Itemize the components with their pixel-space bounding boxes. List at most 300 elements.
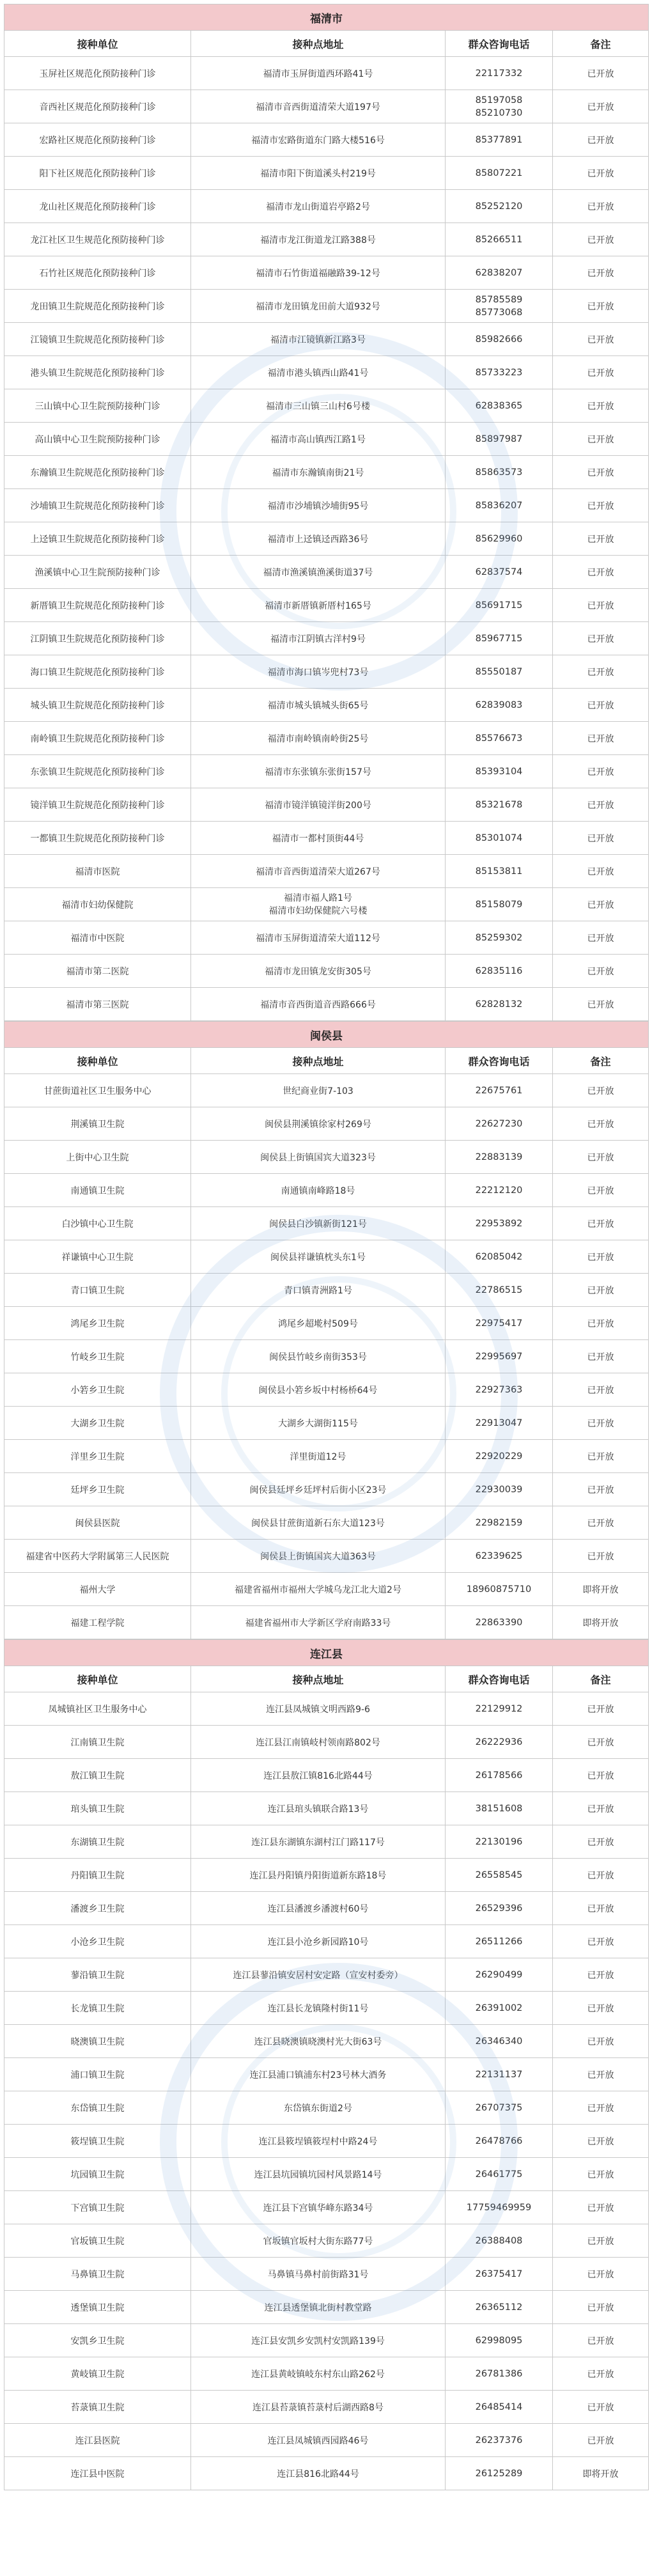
column-header-note: 备注 xyxy=(553,1666,649,1692)
vaccination-site-tables xyxy=(4,4,648,2490)
table-row xyxy=(4,1307,649,1340)
cell-phone: 38151608 xyxy=(446,1792,553,1825)
cell-unit: 玉屏社区规范化预防接种门诊 xyxy=(4,57,191,90)
table-row xyxy=(4,1207,649,1240)
table-row xyxy=(4,2191,649,2224)
cell-address: 连江县晓澳镇晓澳村光大街63号 xyxy=(191,2025,446,2058)
table-row xyxy=(4,556,649,589)
cell-note: 已开放 xyxy=(553,2324,649,2357)
table-row xyxy=(4,57,649,90)
table-row xyxy=(4,1859,649,1892)
cell-address: 福建省福州市福州大学城乌龙江北大道2号 xyxy=(191,1573,446,1606)
table-row xyxy=(4,1892,649,1925)
cell-note: 已开放 xyxy=(553,256,649,290)
table-row xyxy=(4,788,649,822)
cell-note: 已开放 xyxy=(553,1240,649,1274)
cell-address: 连江县敖江镇816北路44号 xyxy=(191,1759,446,1792)
cell-phone: 22927363 xyxy=(446,1373,553,1407)
cell-address: 南通镇南峰路18号 xyxy=(191,1174,446,1207)
column-header-unit: 接种单位 xyxy=(4,1666,191,1692)
cell-address: 闽侯县荆溪镇徐家村269号 xyxy=(191,1107,446,1141)
table-row xyxy=(4,190,649,223)
cell-phone: 26237376 xyxy=(446,2424,553,2457)
cell-phone: 22975417 xyxy=(446,1307,553,1340)
table-row xyxy=(4,2357,649,2391)
cell-unit: 敖江镇卫生院 xyxy=(4,1759,191,1792)
cell-phone: 62839083 xyxy=(446,689,553,722)
cell-note: 已开放 xyxy=(553,722,649,755)
cell-phone: 85158079 xyxy=(446,888,553,921)
cell-note: 已开放 xyxy=(553,2391,649,2424)
cell-address: 福清市东瀚镇南街21号 xyxy=(191,456,446,489)
cell-unit: 连江县医院 xyxy=(4,2424,191,2457)
cell-address: 连江县潘渡乡潘渡村60号 xyxy=(191,1892,446,1925)
cell-unit: 竹岐乡卫生院 xyxy=(4,1340,191,1373)
cell-address: 连江县江南镇岐村领南路802号 xyxy=(191,1726,446,1759)
section-title-row xyxy=(4,1022,649,1048)
table-row xyxy=(4,955,649,988)
cell-phone: 26290499 xyxy=(446,1958,553,1992)
cell-address: 连江县丹阳镇丹阳街道新东路18号 xyxy=(191,1859,446,1892)
table-row xyxy=(4,888,649,921)
cell-phone: 26707375 xyxy=(446,2091,553,2125)
cell-unit: 丹阳镇卫生院 xyxy=(4,1859,191,1892)
table-row xyxy=(4,855,649,888)
table-row xyxy=(4,1440,649,1473)
cell-phone: 26511266 xyxy=(446,1925,553,1958)
cell-note: 已开放 xyxy=(553,290,649,323)
cell-phone: 62339625 xyxy=(446,1540,553,1573)
cell-phone: 26125289 xyxy=(446,2457,553,2490)
cell-unit: 大湖乡卫生院 xyxy=(4,1407,191,1440)
table-row xyxy=(4,1407,649,1440)
cell-note: 已开放 xyxy=(553,323,649,356)
cell-phone: 85863573 xyxy=(446,456,553,489)
cell-phone: 22982159 xyxy=(446,1506,553,1540)
cell-address xyxy=(191,888,446,921)
cell-unit: 下宫镇卫生院 xyxy=(4,2191,191,2224)
cell-note: 已开放 xyxy=(553,2025,649,2058)
cell-note: 已开放 xyxy=(553,2158,649,2191)
cell-phone: 85252120 xyxy=(446,190,553,223)
cell-address: 连江县东湖镇东湖村江门路117号 xyxy=(191,1825,446,1859)
column-header-unit: 接种单位 xyxy=(4,1048,191,1074)
cell-address: 福清市江阴镇古洋村9号 xyxy=(191,622,446,655)
cell-address: 连江县凤城镇文明西路9-6 xyxy=(191,1692,446,1726)
cell-address: 闽侯县甘蔗街道新石东大道123号 xyxy=(191,1506,446,1540)
cell-unit: 东张镇卫生院规范化预防接种门诊 xyxy=(4,755,191,788)
cell-note: 已开放 xyxy=(553,1141,649,1174)
table-row xyxy=(4,2391,649,2424)
cell-phone: 62828132 xyxy=(446,988,553,1021)
cell-unit: 马鼻镇卫生院 xyxy=(4,2258,191,2291)
cell-note: 已开放 xyxy=(553,223,649,256)
cell-note: 已开放 xyxy=(553,1307,649,1340)
cell-unit: 鸿尾乡卫生院 xyxy=(4,1307,191,1340)
cell-phone: 85836207 xyxy=(446,489,553,522)
cell-phone: 85550187 xyxy=(446,655,553,689)
cell-unit: 长龙镇卫生院 xyxy=(4,1992,191,2025)
cell-note: 已开放 xyxy=(553,1274,649,1307)
cell-note: 已开放 xyxy=(553,157,649,190)
cell-phone: 18960875710 xyxy=(446,1573,553,1606)
cell-address: 福清市龙山街道岩亭路2号 xyxy=(191,190,446,223)
cell-phone: 17759469959 xyxy=(446,2191,553,2224)
cell-unit: 官坂镇卫生院 xyxy=(4,2224,191,2258)
cell-note: 已开放 xyxy=(553,1407,649,1440)
cell-unit: 渔溪镇中心卫生院预防接种门诊 xyxy=(4,556,191,589)
cell-phone: 22913047 xyxy=(446,1407,553,1440)
cell-unit: 祥谦镇中心卫生院 xyxy=(4,1240,191,1274)
cell-phone: 26478766 xyxy=(446,2125,553,2158)
cell-address: 福清市江镜镇新江路3号 xyxy=(191,323,446,356)
table-row xyxy=(4,522,649,556)
cell-phone: 22117332 xyxy=(446,57,553,90)
cell-address: 福清市高山镇西江路1号 xyxy=(191,423,446,456)
cell-phone: 26529396 xyxy=(446,1892,553,1925)
table-row xyxy=(4,423,649,456)
section-title-row xyxy=(4,4,649,31)
table-row xyxy=(4,1692,649,1726)
cell-address: 连江县下宫镇华峰东路34号 xyxy=(191,2191,446,2224)
cell-address: 世纪商业街7-103 xyxy=(191,1074,446,1107)
cell-phone: 85259302 xyxy=(446,921,553,955)
column-header-unit: 接种单位 xyxy=(4,31,191,57)
cell-unit: 一都镇卫生院规范化预防接种门诊 xyxy=(4,822,191,855)
cell-phone: 26388408 xyxy=(446,2224,553,2258)
cell-note: 已开放 xyxy=(553,2191,649,2224)
cell-address-line: 福清市福人路1号 xyxy=(284,893,352,903)
cell-phone: 85733223 xyxy=(446,356,553,389)
cell-note: 已开放 xyxy=(553,1692,649,1726)
table-row xyxy=(4,921,649,955)
table-row xyxy=(4,589,649,622)
cell-address: 闽侯县白沙镇新街121号 xyxy=(191,1207,446,1240)
cell-note: 已开放 xyxy=(553,689,649,722)
cell-note: 已开放 xyxy=(553,2125,649,2158)
cell-unit: 江阴镇卫生院规范化预防接种门诊 xyxy=(4,622,191,655)
cell-unit: 洋里乡卫生院 xyxy=(4,1440,191,1473)
cell-note: 已开放 xyxy=(553,2291,649,2324)
cell-unit: 三山镇中心卫生院预防接种门诊 xyxy=(4,389,191,423)
table-row xyxy=(4,1107,649,1141)
cell-phone xyxy=(446,290,553,323)
cell-address: 马鼻镇马鼻村前街路31号 xyxy=(191,2258,446,2291)
cell-address: 连江县小沧乡新园路10号 xyxy=(191,1925,446,1958)
cell-address: 福清市渔溪镇渔溪街道37号 xyxy=(191,556,446,589)
cell-note: 已开放 xyxy=(553,2091,649,2125)
table-row xyxy=(4,1992,649,2025)
cell-address: 闽侯县小箬乡坂中村杨桥64号 xyxy=(191,1373,446,1407)
cell-note: 已开放 xyxy=(553,1207,649,1240)
cell-phone: 26391002 xyxy=(446,1992,553,2025)
cell-address: 福清市城头镇城头街65号 xyxy=(191,689,446,722)
table-row xyxy=(4,1958,649,1992)
cell-note: 已开放 xyxy=(553,1825,649,1859)
column-header-row xyxy=(4,31,649,57)
table-row xyxy=(4,90,649,123)
cell-phone: 85301074 xyxy=(446,822,553,855)
cell-address: 连江县安凯乡安凯村安凯路139号 xyxy=(191,2324,446,2357)
cell-unit: 港头镇卫生院规范化预防接种门诊 xyxy=(4,356,191,389)
cell-note: 已开放 xyxy=(553,190,649,223)
cell-note: 已开放 xyxy=(553,921,649,955)
section-table xyxy=(4,1639,649,2490)
table-row xyxy=(4,323,649,356)
cell-unit: 高山镇中心卫生院预防接种门诊 xyxy=(4,423,191,456)
cell-address: 福清市海口镇岑兜村73号 xyxy=(191,655,446,689)
cell-note: 已开放 xyxy=(553,389,649,423)
cell-unit: 福建省中医药大学附属第三人民医院 xyxy=(4,1540,191,1573)
column-header-address: 接种点地址 xyxy=(191,31,446,57)
cell-note: 已开放 xyxy=(553,489,649,522)
cell-unit: 青口镇卫生院 xyxy=(4,1274,191,1307)
cell-unit: 东湖镇卫生院 xyxy=(4,1825,191,1859)
cell-phone: 22953892 xyxy=(446,1207,553,1240)
cell-note: 已开放 xyxy=(553,855,649,888)
cell-phone: 85967715 xyxy=(446,622,553,655)
cell-unit: 龙田镇卫生院规范化预防接种门诊 xyxy=(4,290,191,323)
table-row xyxy=(4,1726,649,1759)
cell-unit: 龙山社区规范化预防接种门诊 xyxy=(4,190,191,223)
cell-phone: 85982666 xyxy=(446,323,553,356)
section-title: 闽侯县 xyxy=(4,1022,649,1048)
column-header-row xyxy=(4,1048,649,1074)
cell-address: 官坂镇官坂村大街东路77号 xyxy=(191,2224,446,2258)
cell-note: 已开放 xyxy=(553,2357,649,2391)
cell-unit: 福州大学 xyxy=(4,1573,191,1606)
cell-address: 连江县816北路44号 xyxy=(191,2457,446,2490)
cell-phone: 62085042 xyxy=(446,1240,553,1274)
cell-phone: 26375417 xyxy=(446,2258,553,2291)
cell-note: 即将开放 xyxy=(553,1573,649,1606)
cell-unit: 廷坪乡卫生院 xyxy=(4,1473,191,1506)
cell-unit: 筱埕镇卫生院 xyxy=(4,2125,191,2158)
cell-phone: 26485414 xyxy=(446,2391,553,2424)
cell-unit: 苔菉镇卫生院 xyxy=(4,2391,191,2424)
cell-phone: 22131137 xyxy=(446,2058,553,2091)
cell-address: 福清市音西街道清荣大道267号 xyxy=(191,855,446,888)
cell-address: 福清市宏路街道东门路大楼516号 xyxy=(191,123,446,157)
cell-address-line: 福清市妇幼保健院六号楼 xyxy=(268,905,368,916)
cell-unit: 黄岐镇卫生院 xyxy=(4,2357,191,2391)
cell-address: 东岱镇东街道2号 xyxy=(191,2091,446,2125)
column-header-note: 备注 xyxy=(553,31,649,57)
cell-note: 已开放 xyxy=(553,589,649,622)
cell-unit: 坑园镇卫生院 xyxy=(4,2158,191,2191)
table-row xyxy=(4,1540,649,1573)
table-row xyxy=(4,1506,649,1540)
column-header-note: 备注 xyxy=(553,1048,649,1074)
table-row xyxy=(4,456,649,489)
cell-note: 即将开放 xyxy=(553,2457,649,2490)
cell-note: 已开放 xyxy=(553,988,649,1021)
table-row xyxy=(4,2025,649,2058)
cell-phone: 62837574 xyxy=(446,556,553,589)
table-row xyxy=(4,223,649,256)
cell-unit: 安凯乡卫生院 xyxy=(4,2324,191,2357)
cell-note: 即将开放 xyxy=(553,1606,649,1639)
cell-phone: 85691715 xyxy=(446,589,553,622)
cell-phone: 22995697 xyxy=(446,1340,553,1373)
cell-note: 已开放 xyxy=(553,1992,649,2025)
table-row xyxy=(4,655,649,689)
cell-phone: 26781386 xyxy=(446,2357,553,2391)
section-table xyxy=(4,4,649,1021)
table-row xyxy=(4,2158,649,2191)
cell-unit: 南岭镇卫生院规范化预防接种门诊 xyxy=(4,722,191,755)
table-row xyxy=(4,2324,649,2357)
cell-phone: 62998095 xyxy=(446,2324,553,2357)
cell-address: 福清市龙田镇龙田前大道932号 xyxy=(191,290,446,323)
cell-note: 已开放 xyxy=(553,2224,649,2258)
cell-phone: 85897987 xyxy=(446,423,553,456)
cell-phone: 26365112 xyxy=(446,2291,553,2324)
column-header-address: 接种点地址 xyxy=(191,1048,446,1074)
table-row xyxy=(4,2424,649,2457)
cell-unit: 小沧乡卫生院 xyxy=(4,1925,191,1958)
table-row xyxy=(4,1606,649,1639)
cell-phone: 22930039 xyxy=(446,1473,553,1506)
table-row xyxy=(4,2091,649,2125)
table-row xyxy=(4,2457,649,2490)
cell-unit: 福清市中医院 xyxy=(4,921,191,955)
cell-note: 已开放 xyxy=(553,622,649,655)
cell-unit: 福清市第二医院 xyxy=(4,955,191,988)
cell-address: 闽侯县祥谦镇枕头东1号 xyxy=(191,1240,446,1274)
cell-address: 连江县浦口镇浦东村23号林大酒务 xyxy=(191,2058,446,2091)
cell-note: 已开放 xyxy=(553,1440,649,1473)
table-row xyxy=(4,1274,649,1307)
cell-phone: 26178566 xyxy=(446,1759,553,1792)
cell-unit: 福清市妇幼保健院 xyxy=(4,888,191,921)
cell-unit: 东瀚镇卫生院规范化预防接种门诊 xyxy=(4,456,191,489)
cell-unit: 阳下社区规范化预防接种门诊 xyxy=(4,157,191,190)
cell-note: 已开放 xyxy=(553,755,649,788)
cell-note: 已开放 xyxy=(553,1759,649,1792)
cell-phone: 85266511 xyxy=(446,223,553,256)
cell-unit: 浦口镇卫生院 xyxy=(4,2058,191,2091)
cell-note: 已开放 xyxy=(553,123,649,157)
cell-phone: 85321678 xyxy=(446,788,553,822)
cell-note: 已开放 xyxy=(553,1340,649,1373)
table-row xyxy=(4,2258,649,2291)
table-row xyxy=(4,1759,649,1792)
cell-unit: 东岱镇卫生院 xyxy=(4,2091,191,2125)
cell-phone: 26461775 xyxy=(446,2158,553,2191)
cell-unit: 蓼沿镇卫生院 xyxy=(4,1958,191,1992)
cell-note: 已开放 xyxy=(553,522,649,556)
cell-address: 福清市石竹街道福融路39-12号 xyxy=(191,256,446,290)
cell-phone: 22212120 xyxy=(446,1174,553,1207)
column-header-address: 接种点地址 xyxy=(191,1666,446,1692)
cell-address: 福清市音西街道音西路666号 xyxy=(191,988,446,1021)
cell-phone: 22130196 xyxy=(446,1825,553,1859)
cell-note: 已开放 xyxy=(553,2058,649,2091)
cell-address: 福清市音西街道清荣大道197号 xyxy=(191,90,446,123)
table-row xyxy=(4,1925,649,1958)
cell-unit: 闽侯县医院 xyxy=(4,1506,191,1540)
section-title: 福清市 xyxy=(4,4,649,31)
cell-note: 已开放 xyxy=(553,1373,649,1407)
cell-address: 连江县黄岐镇岐东村东山路262号 xyxy=(191,2357,446,2391)
table-row xyxy=(4,1573,649,1606)
table-row xyxy=(4,1340,649,1373)
column-header-row xyxy=(4,1666,649,1692)
cell-address: 福清市南岭镇南岭街25号 xyxy=(191,722,446,755)
cell-address: 连江县透堡镇北街村教堂路 xyxy=(191,2291,446,2324)
cell-phone: 22627230 xyxy=(446,1107,553,1141)
cell-unit: 石竹社区规范化预防接种门诊 xyxy=(4,256,191,290)
cell-phone: 62838207 xyxy=(446,256,553,290)
cell-address: 闽侯县廷坪乡廷坪村后街小区23号 xyxy=(191,1473,446,1506)
cell-address: 大湖乡大湖街115号 xyxy=(191,1407,446,1440)
cell-note: 已开放 xyxy=(553,556,649,589)
cell-unit: 南通镇卫生院 xyxy=(4,1174,191,1207)
cell-unit: 龙江社区卫生规范化预防接种门诊 xyxy=(4,223,191,256)
cell-phone: 62835116 xyxy=(446,955,553,988)
cell-address: 连江县长龙镇隆村街11号 xyxy=(191,1992,446,2025)
cell-note: 已开放 xyxy=(553,1792,649,1825)
cell-address: 福清市三山镇三山村6号楼 xyxy=(191,389,446,423)
column-header-phone: 群众咨询电话 xyxy=(446,1666,553,1692)
cell-phone: 22675761 xyxy=(446,1074,553,1107)
cell-unit: 甘蔗街道社区卫生服务中心 xyxy=(4,1074,191,1107)
cell-note: 已开放 xyxy=(553,57,649,90)
cell-unit: 透堡镇卫生院 xyxy=(4,2291,191,2324)
cell-note: 已开放 xyxy=(553,2424,649,2457)
cell-unit: 沙埔镇卫生院规范化预防接种门诊 xyxy=(4,489,191,522)
table-row xyxy=(4,1825,649,1859)
cell-note: 已开放 xyxy=(553,423,649,456)
cell-note: 已开放 xyxy=(553,1859,649,1892)
cell-address: 福清市龙田镇龙安街305号 xyxy=(191,955,446,988)
cell-phone: 22129912 xyxy=(446,1692,553,1726)
cell-note: 已开放 xyxy=(553,1958,649,1992)
cell-phone: 22863390 xyxy=(446,1606,553,1639)
cell-phone: 22786515 xyxy=(446,1274,553,1307)
cell-note: 已开放 xyxy=(553,356,649,389)
cell-phone: 26222936 xyxy=(446,1726,553,1759)
table-row xyxy=(4,755,649,788)
cell-address: 福清市港头镇西山路41号 xyxy=(191,356,446,389)
cell-note: 已开放 xyxy=(553,1107,649,1141)
cell-address: 闽侯县上街镇国宾大道363号 xyxy=(191,1540,446,1573)
cell-unit: 城头镇卫生院规范化预防接种门诊 xyxy=(4,689,191,722)
cell-address: 福清市阳下街道溪头村219号 xyxy=(191,157,446,190)
cell-address: 闽侯县上街镇国宾大道323号 xyxy=(191,1141,446,1174)
cell-note: 已开放 xyxy=(553,655,649,689)
cell-unit: 晓澳镇卫生院 xyxy=(4,2025,191,2058)
cell-note: 已开放 xyxy=(553,1892,649,1925)
cell-address: 福清市上迳镇迳西路36号 xyxy=(191,522,446,556)
cell-unit: 上迳镇卫生院规范化预防接种门诊 xyxy=(4,522,191,556)
column-header-phone: 群众咨询电话 xyxy=(446,31,553,57)
table-row xyxy=(4,389,649,423)
cell-address: 福清市一都村顶街44号 xyxy=(191,822,446,855)
table-row xyxy=(4,988,649,1021)
cell-address: 福清市东张镇东张街157号 xyxy=(191,755,446,788)
table-row xyxy=(4,722,649,755)
table-row xyxy=(4,1373,649,1407)
cell-note: 已开放 xyxy=(553,788,649,822)
cell-address: 连江县苔菉镇苔菉村后湖西路8号 xyxy=(191,2391,446,2424)
section-title: 连江县 xyxy=(4,1640,649,1666)
table-row xyxy=(4,123,649,157)
cell-unit: 江镜镇卫生院规范化预防接种门诊 xyxy=(4,323,191,356)
cell-unit: 海口镇卫生院规范化预防接种门诊 xyxy=(4,655,191,689)
table-row xyxy=(4,2291,649,2324)
